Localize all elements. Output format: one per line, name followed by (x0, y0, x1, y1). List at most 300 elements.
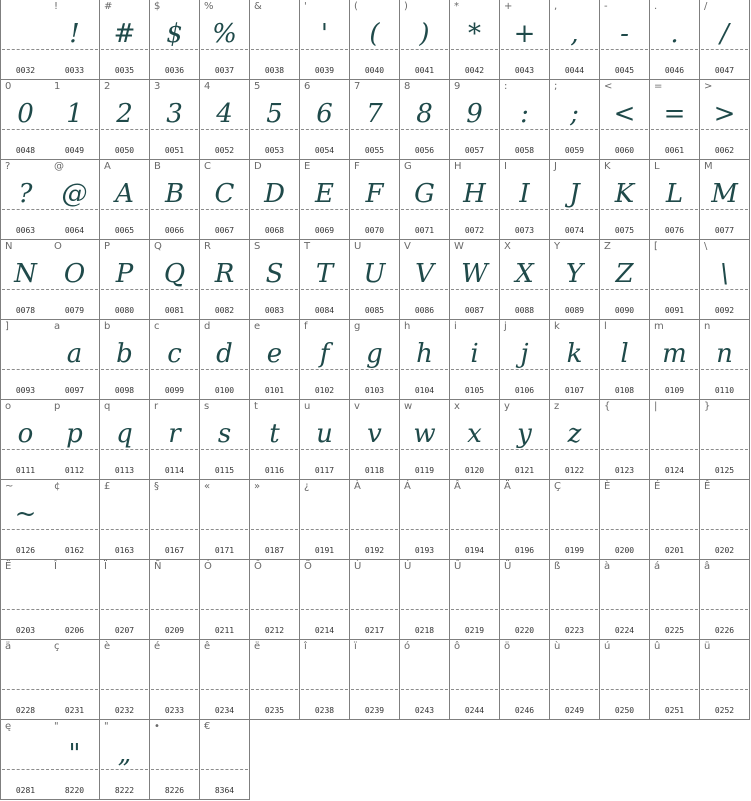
glyph-sample (350, 574, 399, 614)
glyph-cell-label: = (654, 81, 663, 92)
glyph-cell[interactable] (700, 80, 750, 160)
glyph-code: 0200 (614, 546, 635, 555)
glyph-cell-label: Û (454, 561, 462, 572)
glyph-sample: U (363, 259, 386, 289)
glyph-cell[interactable] (650, 320, 700, 400)
glyph-cell[interactable] (150, 80, 200, 160)
glyph-cell[interactable] (250, 400, 300, 480)
glyph-sample: V (415, 259, 434, 289)
glyph-code: 0035 (114, 66, 135, 75)
glyph-code: 0060 (614, 146, 635, 155)
glyph-cell[interactable] (250, 80, 300, 160)
glyph-cell[interactable] (100, 160, 150, 240)
glyph-cell[interactable] (0, 160, 51, 240)
glyph-cell-label: % (204, 1, 214, 12)
glyph-cell-label: : (504, 81, 508, 92)
glyph-cell[interactable] (50, 320, 100, 400)
glyph-cell[interactable] (200, 720, 250, 800)
glyph-cell[interactable] (100, 560, 150, 640)
glyph-sample (1, 334, 50, 374)
glyph-cell[interactable] (650, 0, 700, 80)
glyph-cell[interactable] (200, 0, 250, 80)
glyph-code: 0087 (464, 306, 485, 315)
glyph-sample: B (164, 179, 185, 209)
glyph-cell[interactable] (150, 160, 200, 240)
glyph-code: 0117 (314, 466, 335, 475)
glyph-cell[interactable] (350, 320, 400, 400)
glyph-cell-label: 4 (204, 81, 211, 92)
glyph-cell[interactable] (600, 480, 650, 560)
glyph-cell-label: à (604, 561, 611, 572)
glyph-cell[interactable] (700, 160, 750, 240)
glyph-cell[interactable] (600, 240, 650, 320)
glyph-sample (1, 654, 50, 694)
glyph-sample (50, 654, 99, 694)
glyph-sample: F (365, 179, 384, 209)
glyph-code: 0167 (164, 546, 185, 555)
glyph-cell-label: ( (354, 1, 358, 12)
glyph-code: 0235 (264, 706, 285, 715)
glyph-cell[interactable] (700, 0, 750, 80)
glyph-cell[interactable] (550, 0, 600, 80)
glyph-cell-label: 5 (254, 81, 261, 92)
glyph-cell-label: V (404, 241, 411, 252)
glyph-cell[interactable] (500, 240, 550, 320)
glyph-cell-label: T (304, 241, 311, 252)
glyph-cell-label: s (204, 401, 210, 412)
glyph-code: 0078 (15, 306, 36, 315)
glyph-cell-label: B (154, 161, 161, 172)
glyph-cell-label: + (504, 1, 513, 12)
glyph-sample (650, 494, 699, 534)
glyph-cell[interactable] (600, 560, 650, 640)
glyph-code: 8222 (114, 786, 135, 795)
glyph-cell[interactable] (350, 480, 400, 560)
glyph-cell[interactable] (550, 320, 600, 400)
glyph-cell[interactable] (50, 80, 100, 160)
glyph-cell[interactable] (50, 560, 100, 640)
glyph-cell-label: - (604, 1, 608, 12)
glyph-cell[interactable] (700, 560, 750, 640)
glyph-cell[interactable] (250, 240, 300, 320)
glyph-cell[interactable] (450, 160, 500, 240)
glyph-code: 0084 (314, 306, 335, 315)
glyph-cell[interactable] (250, 0, 300, 80)
glyph-cell-label: ¿ (304, 481, 310, 492)
glyph-cell[interactable] (100, 320, 150, 400)
glyph-cell[interactable] (550, 240, 600, 320)
glyph-cell[interactable] (0, 0, 51, 80)
glyph-cell[interactable] (450, 480, 500, 560)
glyph-cell-label: , (554, 1, 558, 12)
glyph-code: 0052 (214, 146, 235, 155)
glyph-cell[interactable] (600, 640, 650, 720)
glyph-cell[interactable] (400, 560, 450, 640)
glyph-cell-label: W (454, 241, 464, 252)
glyph-code: 0071 (414, 226, 435, 235)
glyph-cell-label: p (54, 401, 61, 412)
glyph-cell[interactable] (0, 640, 51, 720)
glyph-cell[interactable] (450, 560, 500, 640)
glyph-sample (200, 494, 249, 534)
glyph-cell[interactable] (200, 320, 250, 400)
glyph-cell[interactable] (450, 320, 500, 400)
glyph-cell[interactable] (150, 480, 200, 560)
glyph-cell[interactable] (0, 80, 51, 160)
glyph-code: 0231 (64, 706, 85, 715)
glyph-cell-label: v (354, 401, 360, 412)
glyph-code: 0057 (464, 146, 485, 155)
glyph-code: 0036 (164, 66, 185, 75)
glyph-code: 0059 (564, 146, 585, 155)
glyph-sample: p (66, 419, 83, 449)
glyph-cell[interactable] (200, 160, 250, 240)
glyph-code: 0099 (164, 386, 185, 395)
glyph-cell[interactable] (300, 160, 350, 240)
glyph-sample (100, 574, 149, 614)
glyph-cell[interactable] (400, 80, 450, 160)
glyph-cell[interactable] (650, 480, 700, 560)
glyph-code: 0207 (114, 626, 135, 635)
glyph-sample: ? (18, 179, 33, 209)
glyph-code: 0067 (214, 226, 235, 235)
glyph-cell-label: È (604, 481, 611, 492)
glyph-cell[interactable] (50, 640, 100, 720)
glyph-cell[interactable] (0, 720, 51, 800)
glyph-cell[interactable] (500, 0, 550, 80)
glyph-code: 0068 (264, 226, 285, 235)
glyph-cell[interactable] (350, 0, 400, 80)
glyph-cell-label: b (104, 321, 111, 332)
glyph-cell[interactable] (300, 640, 350, 720)
glyph-cell-label: > (704, 81, 713, 92)
glyph-code: 0108 (614, 386, 635, 395)
glyph-code: 0066 (164, 226, 185, 235)
glyph-code: 0097 (64, 386, 85, 395)
glyph-code: 0113 (114, 466, 135, 475)
glyph-sample (650, 414, 699, 454)
glyph-cell-label: U (354, 241, 362, 252)
glyph-sample (550, 654, 599, 694)
glyph-cell-label: H (454, 161, 462, 172)
glyph-cell[interactable] (150, 560, 200, 640)
glyph-cell[interactable] (200, 80, 250, 160)
glyph-cell-label: Ú (404, 561, 412, 572)
glyph-code: 0098 (114, 386, 135, 395)
glyph-cell-label: ù (554, 641, 561, 652)
glyph-cell[interactable] (250, 560, 300, 640)
glyph-cell-label: M (704, 161, 713, 172)
glyph-cell[interactable] (400, 400, 450, 480)
glyph-sample: 3 (166, 99, 183, 129)
glyph-cell-label: ä (5, 641, 12, 652)
glyph-code: 0085 (364, 306, 385, 315)
glyph-cell[interactable] (500, 640, 550, 720)
glyph-sample: = (663, 99, 686, 129)
glyph-code: 0206 (64, 626, 85, 635)
glyph-cell[interactable] (700, 320, 750, 400)
glyph-cell-label: h (404, 321, 411, 332)
glyph-cell-label: û (654, 641, 661, 652)
glyph-cell-label: . (654, 1, 658, 12)
glyph-cell-label: é (154, 641, 161, 652)
glyph-cell-label: Q (154, 241, 162, 252)
glyph-sample (200, 654, 249, 694)
glyph-cell[interactable] (350, 400, 400, 480)
glyph-cell[interactable] (600, 320, 650, 400)
glyph-cell[interactable] (550, 80, 600, 160)
glyph-code: 0202 (714, 546, 735, 555)
glyph-code: 0048 (15, 146, 36, 155)
glyph-code: 0223 (564, 626, 585, 635)
glyph-cell[interactable] (100, 480, 150, 560)
glyph-cell[interactable] (700, 480, 750, 560)
glyph-cell-label: 7 (354, 81, 361, 92)
glyph-cell[interactable] (350, 80, 400, 160)
glyph-cell[interactable] (650, 160, 700, 240)
glyph-sample: I (519, 179, 530, 209)
glyph-cell[interactable] (400, 320, 450, 400)
glyph-cell[interactable] (150, 320, 200, 400)
glyph-cell[interactable] (100, 640, 150, 720)
glyph-cell[interactable] (400, 640, 450, 720)
glyph-cell-label: Î (54, 561, 57, 572)
glyph-cell-label: D (254, 161, 262, 172)
glyph-cell[interactable] (500, 400, 550, 480)
glyph-cell[interactable] (650, 80, 700, 160)
glyph-sample: 6 (316, 99, 333, 129)
glyph-cell[interactable] (600, 0, 650, 80)
glyph-cell[interactable] (100, 240, 150, 320)
glyph-cell[interactable] (450, 640, 500, 720)
glyph-sample: M (711, 179, 738, 209)
glyph-code: 0054 (314, 146, 335, 155)
glyph-cell[interactable] (150, 720, 200, 800)
glyph-cell[interactable] (250, 480, 300, 560)
glyph-cell[interactable] (350, 640, 400, 720)
glyph-cell[interactable] (250, 640, 300, 720)
glyph-code: 0100 (214, 386, 235, 395)
glyph-code: 0039 (314, 66, 335, 75)
glyph-cell[interactable] (650, 400, 700, 480)
glyph-code: 0232 (114, 706, 135, 715)
glyph-sample: 7 (366, 99, 383, 129)
glyph-cell-label: á (654, 561, 661, 572)
glyph-cell[interactable] (300, 320, 350, 400)
glyph-code: 0126 (15, 546, 36, 555)
glyph-cell[interactable] (400, 160, 450, 240)
glyph-cell[interactable] (550, 400, 600, 480)
glyph-code: 0252 (714, 706, 735, 715)
glyph-cell-label: ę (5, 721, 12, 732)
glyph-cell[interactable] (400, 240, 450, 320)
glyph-cell-label: * (454, 1, 459, 12)
glyph-cell[interactable] (500, 480, 550, 560)
glyph-sample: k (566, 339, 583, 369)
glyph-cell[interactable] (0, 560, 51, 640)
glyph-cell[interactable] (450, 0, 500, 80)
glyph-code: 0211 (214, 626, 235, 635)
glyph-cell[interactable] (150, 400, 200, 480)
glyph-code: 0053 (264, 146, 285, 155)
glyph-cell-label: g (354, 321, 361, 332)
glyph-cell[interactable] (200, 480, 250, 560)
glyph-sample (600, 494, 649, 534)
glyph-cell[interactable] (50, 400, 100, 480)
glyph-sample (500, 574, 549, 614)
glyph-cell-label: ' (304, 1, 307, 12)
glyph-cell[interactable] (600, 400, 650, 480)
glyph-cell[interactable] (500, 80, 550, 160)
glyph-cell[interactable] (0, 320, 51, 400)
glyph-cell[interactable] (300, 480, 350, 560)
glyph-sample: O (63, 259, 86, 289)
glyph-sample (600, 654, 649, 694)
glyph-code: 0118 (364, 466, 385, 475)
glyph-cell[interactable] (0, 480, 51, 560)
glyph-cell[interactable] (350, 560, 400, 640)
glyph-code: 8364 (214, 786, 235, 795)
glyph-cell[interactable] (500, 160, 550, 240)
glyph-cell[interactable] (150, 0, 200, 80)
glyph-code: 0120 (464, 466, 485, 475)
glyph-sample: t (269, 419, 280, 449)
glyph-cell[interactable] (100, 400, 150, 480)
glyph-cell-label: e (254, 321, 261, 332)
glyph-sample (300, 654, 349, 694)
glyph-cell[interactable] (200, 560, 250, 640)
glyph-cell[interactable] (150, 640, 200, 720)
glyph-cell[interactable] (550, 560, 600, 640)
glyph-cell[interactable] (200, 240, 250, 320)
glyph-cell[interactable] (50, 480, 100, 560)
glyph-code: 0070 (364, 226, 385, 235)
glyph-cell-label: ß (554, 561, 561, 572)
glyph-cell[interactable] (450, 80, 500, 160)
glyph-cell[interactable] (0, 240, 51, 320)
glyph-cell[interactable] (650, 640, 700, 720)
glyph-sample: d (216, 339, 233, 369)
glyph-cell[interactable] (550, 160, 600, 240)
glyph-cell[interactable] (250, 320, 300, 400)
glyph-sample: A (115, 179, 134, 209)
glyph-cell-label: { (604, 401, 611, 412)
glyph-code: 0220 (514, 626, 535, 635)
glyph-sample: g (366, 339, 383, 369)
glyph-code: 0072 (464, 226, 485, 235)
glyph-cell[interactable] (650, 560, 700, 640)
glyph-sample (500, 494, 549, 534)
glyph-sample: E (315, 179, 334, 209)
glyph-cell-label: 6 (304, 81, 311, 92)
glyph-cell-label: Ç (554, 481, 561, 492)
glyph-sample: z (567, 419, 582, 449)
glyph-cell[interactable] (600, 160, 650, 240)
glyph-sample: n (716, 339, 733, 369)
glyph-cell[interactable] (700, 400, 750, 480)
glyph-code: 0103 (364, 386, 385, 395)
glyph-cell[interactable] (50, 0, 100, 80)
glyph-sample (400, 574, 449, 614)
glyph-cell[interactable] (300, 400, 350, 480)
glyph-cell[interactable] (300, 80, 350, 160)
glyph-cell[interactable] (150, 240, 200, 320)
glyph-code: 0086 (414, 306, 435, 315)
glyph-cell[interactable] (200, 400, 250, 480)
glyph-cell-label: » (254, 481, 261, 492)
glyph-cell[interactable] (300, 0, 350, 80)
glyph-cell[interactable] (100, 80, 150, 160)
glyph-cell[interactable] (500, 320, 550, 400)
glyph-cell-label: Ö (304, 561, 312, 572)
glyph-cell-label: â (704, 561, 711, 572)
glyph-cell-label: C (204, 161, 211, 172)
glyph-cell-label: Ë (5, 561, 12, 572)
glyph-cell[interactable] (250, 160, 300, 240)
glyph-cell-label: [ (654, 241, 658, 252)
glyph-cell[interactable] (50, 160, 100, 240)
glyph-sample: Y (565, 259, 584, 289)
glyph-cell-label: 1 (54, 81, 61, 92)
glyph-cell[interactable] (600, 80, 650, 160)
glyph-code: 0101 (264, 386, 285, 395)
glyph-cell[interactable] (100, 720, 150, 800)
glyph-cell[interactable] (50, 240, 100, 320)
glyph-cell[interactable] (50, 720, 100, 800)
glyph-cell[interactable] (100, 0, 150, 80)
glyph-cell-label: ¢ (54, 481, 61, 492)
glyph-cell[interactable] (200, 640, 250, 720)
glyph-cell[interactable] (550, 480, 600, 560)
glyph-code: 0092 (714, 306, 735, 315)
glyph-code: 0125 (714, 466, 735, 475)
glyph-cell[interactable] (350, 240, 400, 320)
glyph-cell[interactable] (0, 400, 51, 480)
glyph-cell[interactable] (450, 240, 500, 320)
glyph-code: 0110 (714, 386, 735, 395)
glyph-sample (450, 494, 499, 534)
glyph-sample: b (116, 339, 133, 369)
glyph-cell-label: a (54, 321, 61, 332)
glyph-sample: G (414, 179, 435, 209)
glyph-sample (1, 734, 50, 774)
glyph-sample: f (319, 339, 330, 369)
glyph-code: 0115 (214, 466, 235, 475)
glyph-cell-label: k (554, 321, 560, 332)
glyph-cell-label: N (5, 241, 13, 252)
glyph-cell-label: E (304, 161, 311, 172)
glyph-cell[interactable] (300, 560, 350, 640)
glyph-cell-label: l (604, 321, 607, 332)
glyph-code: 0243 (414, 706, 435, 715)
glyph-cell-label: K (604, 161, 611, 172)
glyph-cell[interactable] (300, 240, 350, 320)
glyph-cell-label: « (204, 481, 211, 492)
glyph-cell[interactable] (700, 640, 750, 720)
glyph-cell[interactable] (400, 0, 450, 80)
glyph-cell-label: Ê (704, 481, 711, 492)
glyph-cell[interactable] (650, 240, 700, 320)
glyph-code: 0203 (15, 626, 36, 635)
glyph-cell[interactable] (700, 240, 750, 320)
glyph-cell[interactable] (500, 560, 550, 640)
glyph-code: 0239 (364, 706, 385, 715)
glyph-code: 0246 (514, 706, 535, 715)
glyph-cell[interactable] (450, 400, 500, 480)
glyph-cell[interactable] (350, 160, 400, 240)
glyph-cell[interactable] (550, 640, 600, 720)
glyph-cell[interactable] (400, 480, 450, 560)
